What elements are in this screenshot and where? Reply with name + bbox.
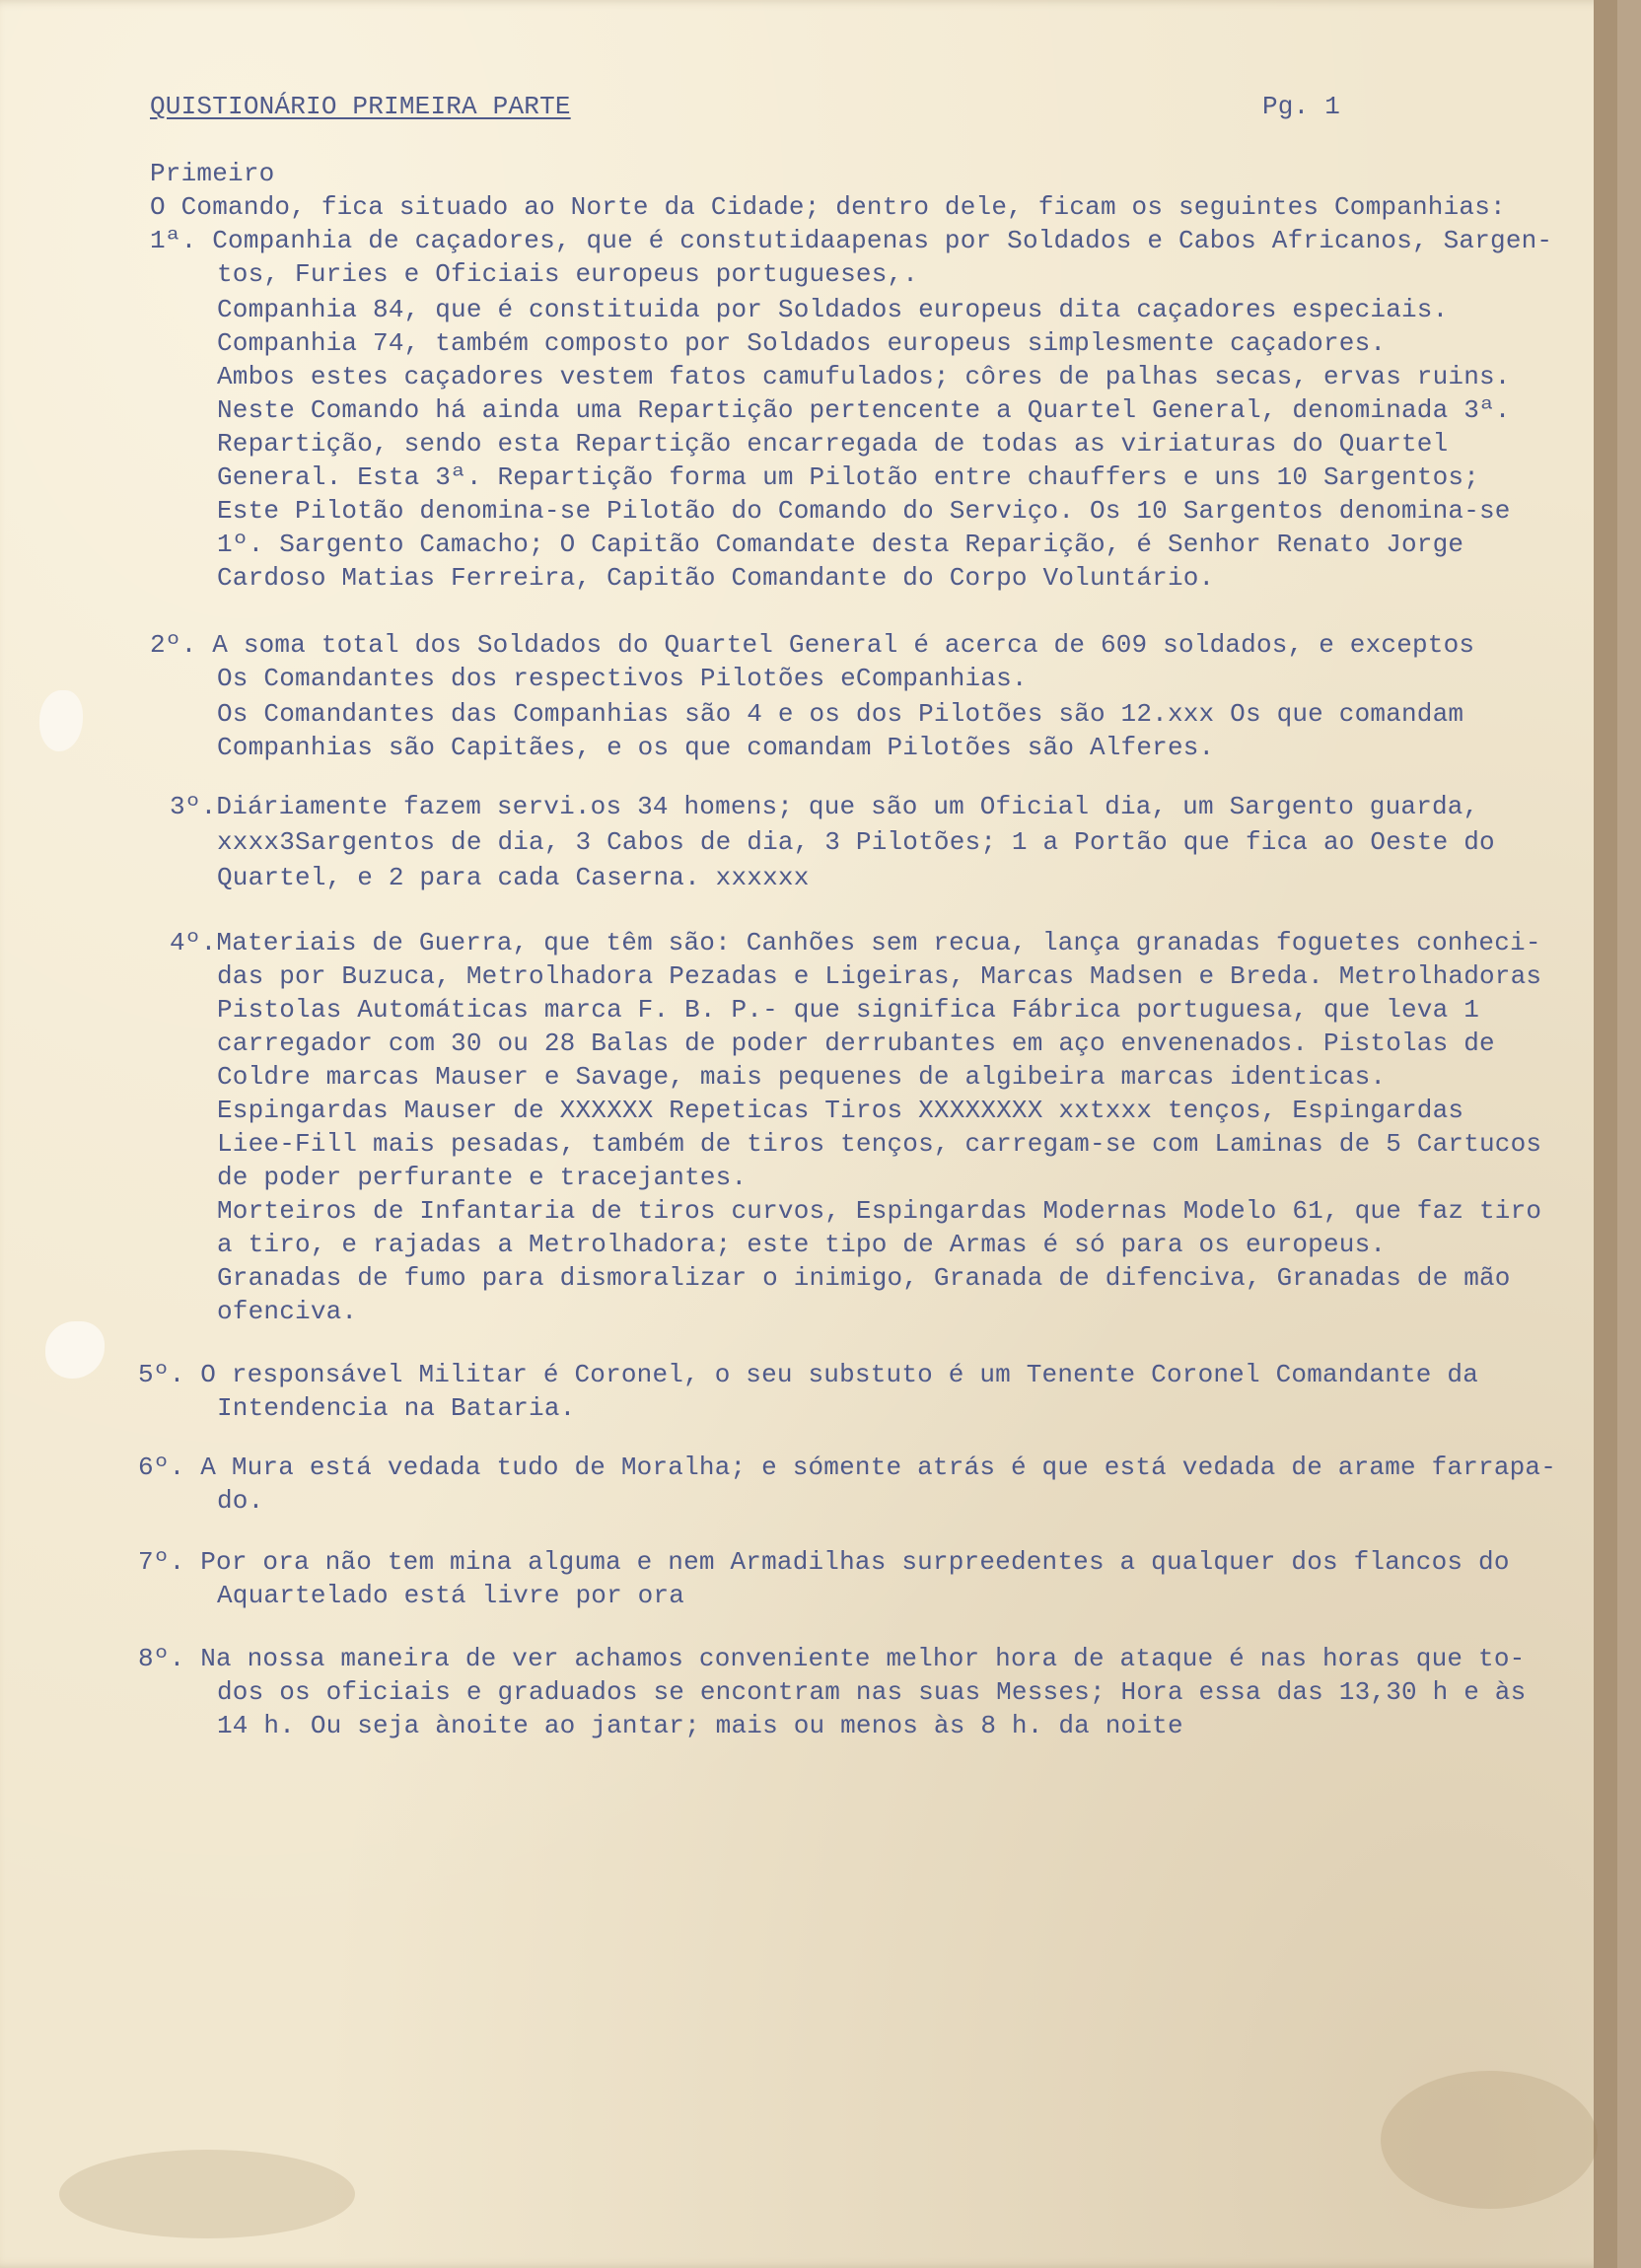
text-line: das por Buzuca, Metrolhadora Pezadas e Ligeiras, Marcas Madsen e Breda. Metrolhadoras [217,961,1542,991]
text-line: 6º. A Mura está vedada tudo de Moralha; e sómente atrás é que está vedada de arame farrapa- [138,1453,1557,1482]
page-edge [1594,0,1617,2268]
text-line: Companhias são Capitães, e os que comandam Pilotões são Alferes. [217,733,1215,762]
text-line: tos, Furies e Oficiais europeus portugueses,. [217,259,919,289]
text-line: Pistolas Automáticas marca F. B. P.- que significa Fábrica portuguesa, que leva 1 [217,995,1480,1025]
text-line: Ambos estes caçadores vestem fatos camufulados; côres de palhas secas, ervas ruins. [217,362,1511,391]
text-line: 14 h. Ou seja ànoite ao jantar; mais ou menos às 8 h. da noite [217,1711,1183,1740]
text-line: Companhia 84, que é constituida por Soldados europeus dita caçadores especiais. [217,295,1449,324]
text-line: 1º. Sargento Camacho; O Capitão Comandate desta Reparição, é Senhor Renato Jorge [217,530,1464,559]
text-line: 7º. Por ora não tem mina alguma e nem Armadilhas surpreedentes a qualquer dos flancos do [138,1547,1510,1577]
text-line: do. [217,1486,264,1516]
text-line: Neste Comando há ainda uma Repartição pertencente a Quartel General, denominada 3ª. [217,395,1511,425]
text-line: 5º. O responsável Militar é Coronel, o seu substuto é um Tenente Coronel Comandante da [138,1360,1479,1389]
text-line: Este Pilotão denomina-se Pilotão do Comando do Serviço. Os 10 Sargentos denomina-se [217,496,1511,526]
text-line: 2º. A soma total dos Soldados do Quartel General é acerca de 609 soldados, e exceptos [150,630,1475,660]
paper-stain [1381,2071,1598,2209]
text-line: 4º.Materiais de Guerra, que têm são: Canhões sem recua, lança granadas foguetes conheci- [170,928,1541,957]
paper-tear-mark [39,690,83,751]
text-line: Primeiro [150,159,275,188]
text-line: Aquartelado está livre por ora [217,1581,685,1610]
text-line: Os Comandantes das Companhias são 4 e os dos Pilotões são 12.xxx Os que comandam [217,699,1464,729]
text-line: Companhia 74, também composto por Soldados europeus simplesmente caçadores. [217,328,1387,358]
text-line: 3º.Diáriamente fazem servi.os 34 homens; que são um Oficial dia, um Sargento guarda, [170,792,1479,821]
paper-stain [59,2150,355,2238]
text-line: a tiro, e rajadas a Metrolhadora; este tipo de Armas é só para os europeus. [217,1230,1387,1259]
text-line: Granadas de fumo para dismoralizar o inimigo, Granada de difenciva, Granadas de mão [217,1263,1511,1293]
text-line: Intendencia na Bataria. [217,1393,576,1423]
text-line: Liee-Fill mais pesadas, também de tiros tenços, carregam-se com Laminas de 5 Cartucos [217,1129,1542,1159]
text-line: de poder perfurante e tracejantes. [217,1163,748,1192]
text-line: xxxx3Sargentos de dia, 3 Cabos de dia, 3 Pilotões; 1 a Portão que fica ao Oeste do [217,827,1495,857]
text-line: O Comando, fica situado ao Norte da Cidade; dentro dele, ficam os seguintes Companhias: [150,192,1506,222]
text-line: ofenciva. [217,1297,358,1326]
text-line: Os Comandantes dos respectivos Pilotões eCompanhias. [217,664,1028,693]
text-line: Morteiros de Infantaria de tiros curvos, Espingardas Modernas Modelo 61, que faz tiro [217,1196,1542,1226]
page-number: Pg. 1 [1262,92,1341,121]
text-line: Repartição, sendo esta Repartição encarregada de todas as viriaturas do Quartel [217,429,1449,459]
text-line: 1ª. Companhia de caçadores, que é constutidaapenas por Soldados e Cabos Africanos, Sargen- [150,226,1553,255]
text-line: dos os oficiais e graduados se encontram nas suas Messes; Hora essa das 13,30 h e às [217,1677,1527,1707]
text-line: 8º. Na nossa maneira de ver achamos conveniente melhor hora de ataque é nas horas que to- [138,1644,1526,1673]
page-title: QUISTIONÁRIO PRIMEIRA PARTE [150,92,571,121]
paper-tear-mark [45,1321,105,1379]
text-line: Quartel, e 2 para cada Caserna. xxxxxx [217,863,810,892]
text-line: Espingardas Mauser de XXXXXX Repeticas Tiros XXXXXXXX xxtxxx tenços, Espingardas [217,1096,1464,1125]
text-line: General. Esta 3ª. Repartição forma um Pilotão entre chauffers e uns 10 Sargentos; [217,462,1480,492]
text-line: Coldre marcas Mauser e Savage, mais pequenes de algibeira marcas identicas. [217,1062,1387,1092]
text-line: carregador com 30 ou 28 Balas de poder derrubantes em aço envenenados. Pistolas de [217,1028,1495,1058]
text-line: Cardoso Matias Ferreira, Capitão Comandante do Corpo Voluntário. [217,563,1215,593]
